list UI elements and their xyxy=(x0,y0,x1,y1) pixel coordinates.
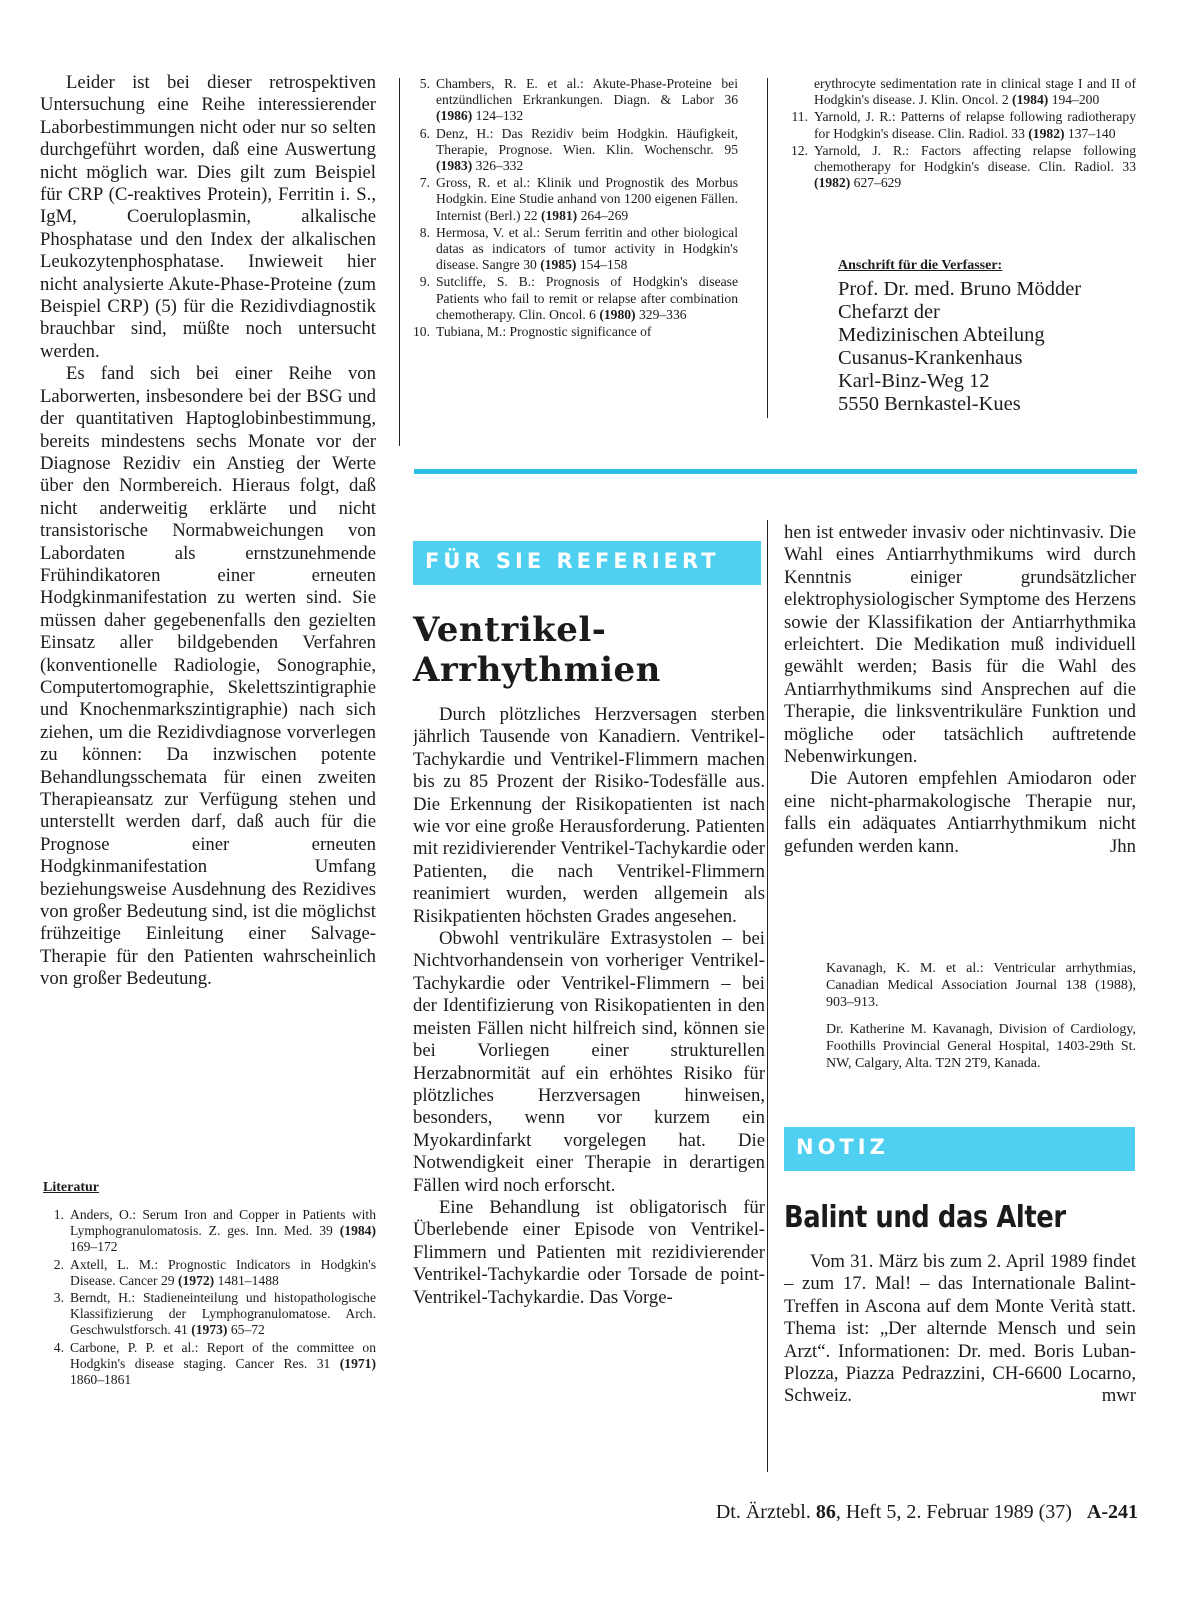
author-address-heading: Anschrift für die Verfasser: xyxy=(838,258,1003,273)
column-rule xyxy=(767,78,768,418)
column-rule xyxy=(399,78,400,446)
address-line: Medizinischen Abteilung xyxy=(838,324,1045,346)
reference-item: 5. Chambers, R. E. et al.: Akute-Phase-Proteine bei entzündlichen Erkrankungen. Diagn. & Labor 36 (1986) 124–132 xyxy=(419,76,738,124)
article-body-col-b xyxy=(784,522,1136,858)
reference-item: 2. Axtell, L. M.: Prognostic Indicators in Hodgkin's Disease. Cancer 29 (1972) 1481–1488 xyxy=(53,1256,376,1288)
reference-item: 4. Carbone, P. P. et al.: Report of the committee on Hodgkin's disease staging. Cancer Res. 31 (1971) 1860–1861 xyxy=(53,1339,376,1388)
paragraph: Obwohl ventrikuläre Extrasystolen – bei Nichtvorhandensein von vorheriger Ventrikel-Tachykardie oder Ventrikel-Flimmern – bei der Identifizierung von Risikopatienten in den meisten Fällen nicht hilfreich sind, können sie bei Vorliegen einer strukturellen Herzabnormität auf ein erhöhtes Risiko für plötzliches Herzversagen hinweisen, besonders, wenn vor kurzem ein Myokardinfarkt vorgelegen hat. Die Notwendigkeit einer Therapie in derartigen Fällen wird noch erforscht. xyxy=(413,928,765,1196)
reference-item: 7. Gross, R. et al.: Klinik und Prognostik des Morbus Hodgkin. Eine Studie anhand von 1200 eigenen Fällen. Internist (Berl.) 22 (1981) 264–269 xyxy=(419,175,738,223)
author-address xyxy=(838,278,1158,416)
journal-name: Dt. Ärztebl. xyxy=(715,1501,811,1523)
reference-item: 12. Yarnold, J. R.: Factors affecting relapse following chemotherapy for Hodgkin's disease. Clin. Radiol. 33 (1982) 627–629 xyxy=(791,142,1136,191)
paragraph: Es fand sich bei einer Reihe von Laborwerten, insbesondere bei der BSG und der quantitativen Haptoglobinbestimmung, bereits mindestens sechs Monate vor der Diagnose Rezidiv ein Anstieg der Werte über den Normbereich. Hieraus folgt, daß nicht anderweitig erklärte und nicht transistorische Normabweichungen von Labordaten als ernstzunehmende Frühindikatoren einer erneuten Hodgkinmanifestation zu werten sind. Sie müssen daher gegebenenfalls den gezielten Einsatz aller bildgebenden Verfahren (konventionelle Radiologie, Sonographie, Computertomographie, Skelettszintigraphie und Knochenmarkszintigraphie) nach sich ziehen, um die Rezidivdiagnose vorverlegen zu können: Da inzwischen potente Behandlungsschemata für einen zweiten Therapieansatz zur Verfügung stehen und unterstellt werden darf, daß auch für die Prognose einer erneuten Hodgkinmanifestation Umfang beziehungsweise Ausdehnung des Rezidives von großer Bedeutung sind, ist die möglichst frühzeitige Einleitung einer Salvage-Therapie für den Patienten wahrscheinlich von großer Bedeutung. xyxy=(40,363,376,990)
left-column xyxy=(40,72,376,991)
section-kicker-banner xyxy=(784,1127,1135,1171)
article-source xyxy=(826,960,1136,1072)
author-signature: Jhn xyxy=(1110,835,1136,857)
page-footer xyxy=(716,1501,1138,1524)
source-citation: Kavanagh, K. M. et al.: Ventricular arrhythmias, Canadian Medical Association Journal 138 (1988), 903–913. xyxy=(826,961,1136,1010)
address-line: Chefarzt der xyxy=(838,301,940,323)
paragraph: Die Autoren empfehlen Amiodaron oder eine nicht-pharmakologische Therapie nur, falls ein adäquates Antiarrhythmikum nicht gefunden werden kann. Jhn xyxy=(784,768,1136,857)
reference-item: 1. Anders, O.: Serum Iron and Copper in Patients with Lymphogranulomatosis. Z. ges. Inn. Med. 39 (1984) 169–172 xyxy=(53,1207,376,1255)
issue-info: , Heft 5, 2. Februar 1989 (37) xyxy=(835,1501,1072,1523)
address-line: Cusanus-Krankenhaus xyxy=(838,347,1023,369)
source-affiliation: Dr. Katherine M. Kavanagh, Division of Cardiology, Foothills Provincial General Hospital, 1403-29th St. NW, Calgary, Alta. T2N 2T9, Kanada. xyxy=(826,1022,1136,1071)
paragraph: hen ist entweder invasiv oder nichtinvasiv. Die Wahl eines Antiarrhythmikums wird durch Kenntnis einiger grundsätzlicher elektrophysiologischer Symptome des Herzens sowie der Klassifikation der Antiarrhythmika erleichtert. Die Medikation muß individuell gewählt werden; Basis für die Wahl des Antiarrhythmikums sind Ansprechen auf die Therapie, die linksventrikuläre Funktion und mögliche oder tatsächlich auftretende Nebenwirkungen. xyxy=(784,522,1136,768)
literature-heading: Literatur xyxy=(43,1180,99,1195)
paragraph: Vom 31. März bis zum 2. April 1989 findet – zum 17. Mal! – das Internationale Balint-Treffen in Ascona auf dem Monte Verità statt. Thema ist: „Der alternde Mensch und sein Arzt“. Informationen: Dr. med. Boris Luban-Plozza, Piazza Pedrazzini, CH-6600 Locarno, Schweiz. mwr xyxy=(784,1251,1136,1407)
reference-item: 8. Hermosa, V. et al.: Serum ferritin and other biological datas as indicators of tumor activity in Hodgkin's disease. Sangre 30 (1985) 154–158 xyxy=(419,224,738,273)
address-line: 5550 Bernkastel-Kues xyxy=(838,393,1021,415)
article-headline xyxy=(413,610,763,690)
headline-line: Arrhythmien xyxy=(413,650,661,690)
address-line: Karl-Binz-Weg 12 xyxy=(838,370,990,392)
reference-item: 3. Berndt, H.: Stadieneinteilung und histopathologische Klassifizierung der Lymphogranulomatose. Arch. Geschwulstforsch. 41 (1973) 65–72 xyxy=(53,1290,376,1338)
reference-list-col3 xyxy=(784,76,1136,192)
reference-item: 9. Sutcliffe, S. B.: Prognosis of Hodgkin's disease Patients who fail to remit or relapse after combination chemotherapy. Clin. Oncol. 6 (1980) 329–336 xyxy=(419,274,738,322)
reference-item: 11. Yarnold, J. R.: Patterns of relapse following radiotherapy for Hodgkin's disease. Clin. Radiol. 33 (1982) 137–140 xyxy=(791,109,1136,141)
reference-list-col1 xyxy=(40,1207,376,1389)
kicker-text: NOTIZ xyxy=(796,1135,889,1159)
paragraph: Durch plötzliches Herzversagen sterben jährlich Tausende von Kanadiern. Ventrikel-Tachykardie und Ventrikel-Flimmern machen bis zu 85 Prozent der Risiko-Todesfälle aus. Die Erkennung der Risikopatienten ist nach wie vor eine große Herausforderung. Patienten mit rezidivierender Ventrikel-Tachykardie oder Patienten, die nach Ventrikel-Flimmern reanimiert wurden, werden allgemein als Risikpatienten höchsten Grades angesehen. xyxy=(413,704,765,927)
reference-list-col2 xyxy=(406,76,738,341)
headline-line: Ventrikel- xyxy=(413,610,607,650)
article-body-col-a xyxy=(413,704,765,1488)
column-rule xyxy=(767,520,768,1472)
author-signature: mwr xyxy=(1101,1385,1136,1407)
address-line: Prof. Dr. med. Bruno Mödder xyxy=(838,278,1082,300)
volume-number: 86 xyxy=(815,1501,836,1523)
page-number: A-241 xyxy=(1086,1501,1138,1523)
paragraph: Leider ist bei dieser retrospektiven Untersuchung eine Reihe interessierender Laborbestimmungen nicht oder nur so selten durchgeführt worden, daß eine Auswertung nicht möglich war. Dies gilt zum Beispiel für CRP (C-reaktives Protein), Ferritin i. S., IgM, Coeruloplasmin, alkalische Phosphatase und den Index der alkalischen Leukozytenphosphatase. Inwieweit hier nicht analysierte Akute-Phase-Proteine (zum Beispiel CRP) (5) für die Rezidivdiagnostik brauchbar sind, müßte noch untersucht werden. xyxy=(40,72,376,362)
reference-item: 6. Denz, H.: Das Rezidiv beim Hodgkin. Häufigkeit, Therapie, Prognose. Wien. Klin. Wochenschr. 95 (1983) 326–332 xyxy=(419,125,738,174)
article-headline: Balint und das Alter xyxy=(784,1200,1066,1235)
section-divider xyxy=(414,469,1137,474)
reference-item: erythrocyte sedimentation rate in clinical stage I and II of Hodgkin's disease. J. Klin. Oncol. 2 (1984) 194–200 xyxy=(814,76,1136,108)
article2-body xyxy=(784,1251,1136,1408)
section-kicker-banner xyxy=(413,541,761,585)
kicker-text: FÜR SIE REFERIERT xyxy=(425,549,720,573)
reference-item: 10. Tubiana, M.: Prognostic significance of xyxy=(413,324,652,340)
paragraph: Eine Behandlung ist obligatorisch für Überlebende einer Episode von Ventrikel-Flimmern und Patienten mit rezidivierender Ventrikel-Tachykardie oder Torsade de point-Ventrikel-Tachykardie. Das Vorge- xyxy=(413,1196,765,1308)
